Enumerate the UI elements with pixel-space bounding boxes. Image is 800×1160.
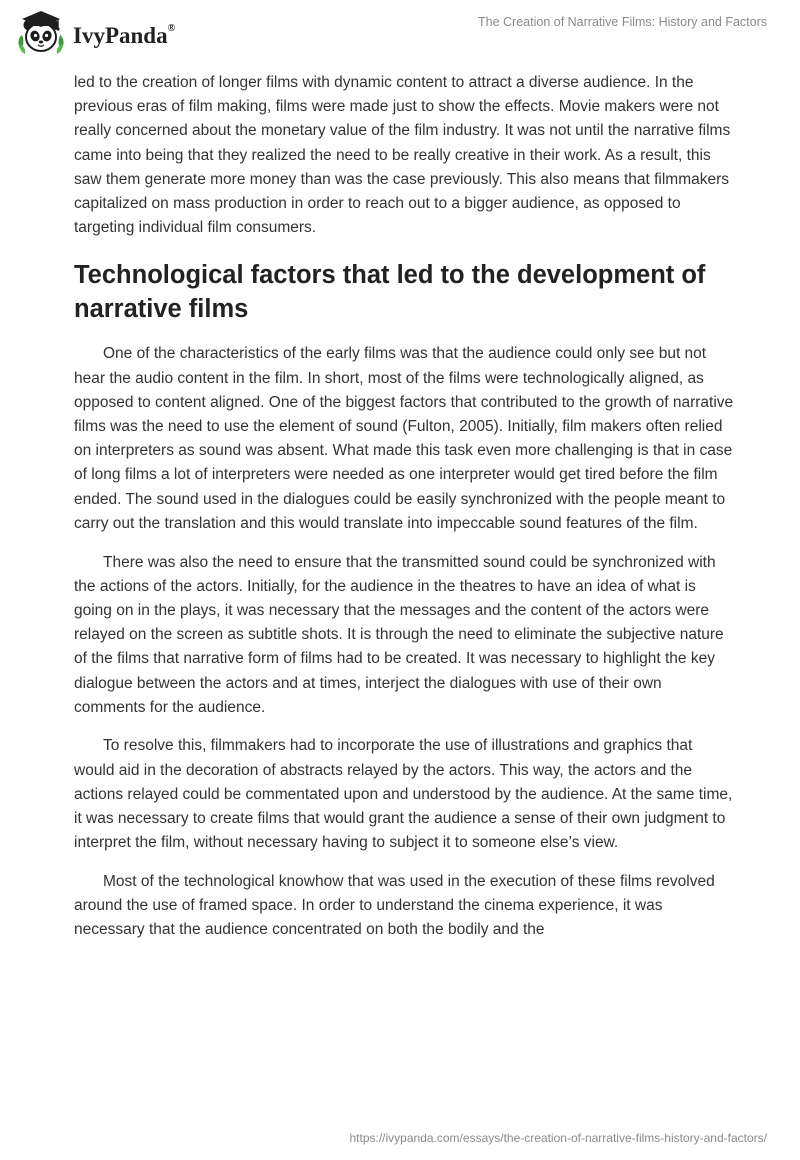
logo-wordmark: IvyPanda® (73, 23, 176, 48)
section-heading: Technological factors that led to the development of narrative films (74, 261, 706, 324)
body-paragraph: To resolve this, filmmakers had to incorporate the use of illustrations and graphics that would aid in the decoration of abstracts relayed by the actors. This way, the actors and the actions relayed could be commentated upon and understood by the audience. At the same time, it was necessary to create films that would grant the audience a sense of their own judgment to interpret the film, without necessary having to subject it to someone else’s view. (74, 737, 733, 852)
panda-graduate-icon (15, 8, 67, 60)
ivypanda-logo[interactable] (15, 8, 175, 60)
essay-content (74, 71, 734, 957)
body-paragraph: Most of the technological knowhow that was used in the execution of these films revolved around the use of framed space. In order to understand the cinema experience, it was necessary that the audience concentrated on both the bodily and the (74, 872, 715, 939)
intro-paragraph: led to the creation of longer films with dynamic content to attract a diverse audience. In the previous eras of film making, films were made just to show the effects. Movie makers were not really concerned about the monetary value of the film industry. It was not until the narrative films came into being that they realized the need to be really creative in their work. As a result, this saw them generate more money than was the case previously. This also means that filmmakers capitalized on mass production in order to reach out to a bigger audience, as opposed to targeting individual film consumers. (74, 74, 731, 237)
document-title: The Creation of Narrative Films: History and Factors (478, 15, 767, 29)
body-paragraph: One of the characteristics of the early films was that the audience could only see but not hear the audio content in the film. In short, most of the films were technologically aligned, as opposed to content aligned. One of the biggest factors that contributed to the growth of narrative films was the need to use the element of sound (Fulton, 2005). Initially, film makers often relied on interpreters as sound was absent. What made this task even more challenging is that in case of long films a lot of interpreters were needed as one interpreter would get tired before the film ended. The sound used in the dialogues could be easily synchronized with the people meant to carry out the translation and this would translate into impeccable sound features of the film. (74, 345, 734, 532)
body-paragraph: There was also the need to ensure that the transmitted sound could be synchronized with the actions of the actors. Initially, for the audience in the theatres to have an idea of what is going on in the plays, it was necessary that the messages and the content of the actors were relayed on the screen as subtitle shots. It is through the need to eliminate the subjective nature of the films that narrative form of films had to be created. It was necessary to highlight the key dialogue between the actors and at times, interject the dialogues with use of their own comments for the audience. (74, 553, 724, 716)
page-header (0, 0, 800, 70)
source-url[interactable]: https://ivypanda.com/essays/the-creation-of-narrative-films-history-and-factors/ (349, 1131, 767, 1145)
